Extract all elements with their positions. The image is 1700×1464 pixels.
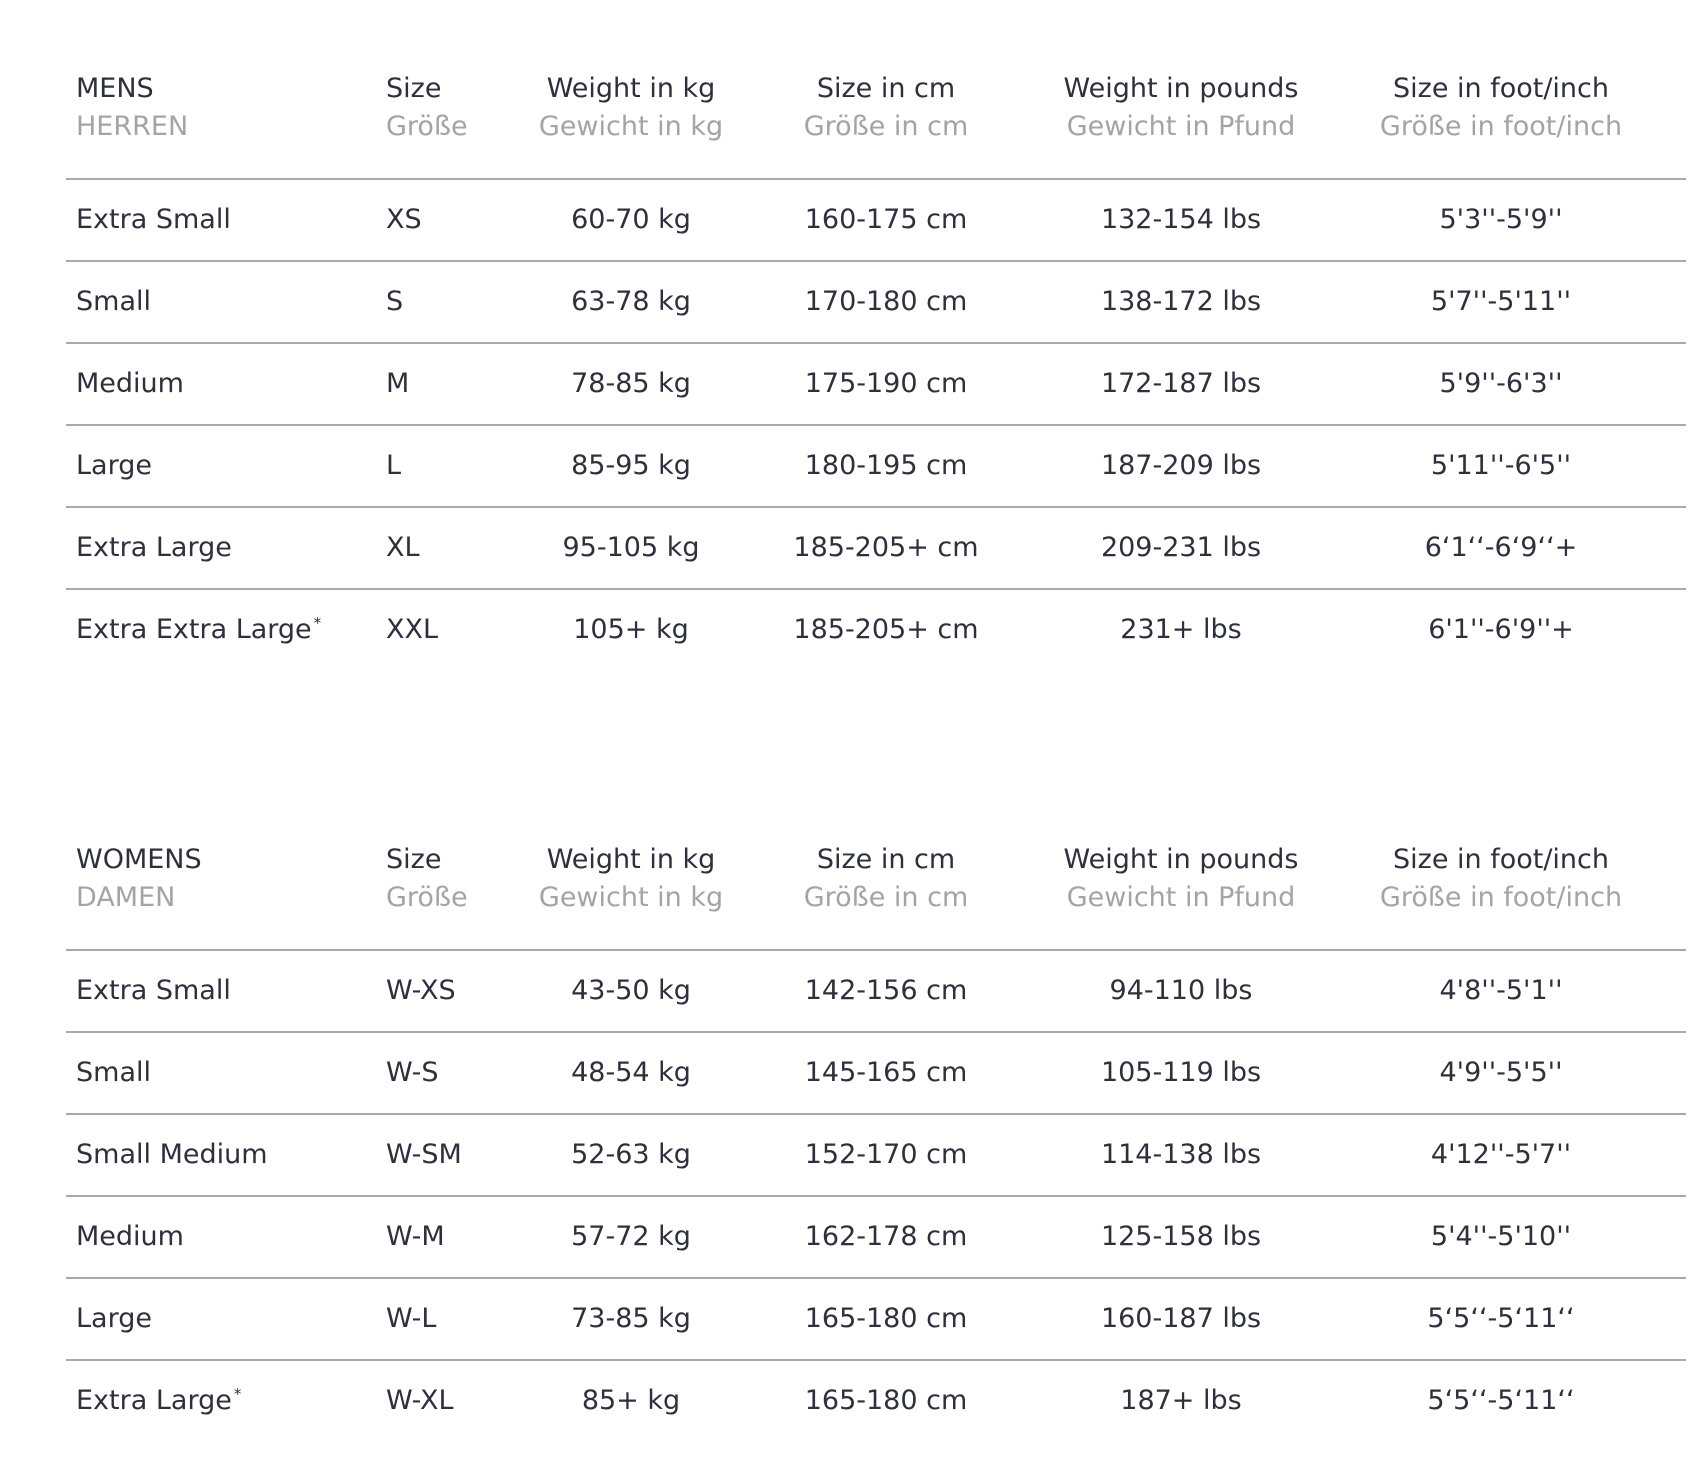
size-ft-cell: 4'8''-5'1'' xyxy=(1439,975,1563,1006)
size-code-cell: W-SM xyxy=(386,1139,462,1170)
weight-lbs-cell: 94-110 lbs xyxy=(1109,975,1253,1006)
weight-lbs-header-de: Gewicht in Pfund xyxy=(1066,882,1296,913)
weight-kg-cell: 95-105 kg xyxy=(562,532,700,563)
weight-lbs-cell: 187+ lbs xyxy=(1120,1385,1242,1416)
size-name-cell: Medium xyxy=(76,1221,184,1252)
weight-lbs-header-en: Weight in pounds xyxy=(1063,844,1299,875)
size-cm-cell: 145-165 cm xyxy=(804,1057,968,1088)
category-header-de: HERREN xyxy=(76,111,189,142)
weight-lbs-header-en: Weight in pounds xyxy=(1063,73,1299,104)
size-column-header xyxy=(376,841,536,917)
size-ft-column-header xyxy=(1316,841,1686,917)
size-cm-header-en: Size in cm xyxy=(816,844,956,875)
size-cm-cell: 175-190 cm xyxy=(804,368,968,399)
size-code-cell: XS xyxy=(386,204,422,235)
footnote-marker: * xyxy=(233,1385,242,1403)
mens-category-header xyxy=(66,70,376,146)
size-name-cell: Large xyxy=(76,1303,152,1334)
size-code-cell: XXL xyxy=(386,614,439,645)
size-name-cell: Small xyxy=(76,1057,151,1088)
weight-lbs-header-de: Gewicht in Pfund xyxy=(1066,111,1296,142)
weight-lbs-cell: 187-209 lbs xyxy=(1100,450,1262,481)
weight-kg-cell: 85-95 kg xyxy=(571,450,691,481)
womens-size-table xyxy=(66,841,1686,1441)
weight-kg-header-en: Weight in kg xyxy=(546,73,716,104)
size-ft-header-de: Größe in foot/inch xyxy=(1379,111,1623,142)
size-code-cell: L xyxy=(386,450,402,481)
size-code-cell: W-M xyxy=(386,1221,445,1252)
weight-kg-cell: 57-72 kg xyxy=(571,1221,691,1252)
mens-header-row xyxy=(66,70,1686,180)
size-cm-cell: 185-205+ cm xyxy=(793,614,979,645)
weight-kg-cell: 63-78 kg xyxy=(571,286,691,317)
weight-kg-header-de: Gewicht in kg xyxy=(538,882,724,913)
size-code-cell: S xyxy=(386,286,404,317)
size-name-cell: Extra Extra Large * xyxy=(76,614,322,645)
table-row xyxy=(66,1033,1686,1115)
weight-lbs-column-header xyxy=(1046,70,1316,146)
footnote-marker: * xyxy=(313,614,322,632)
size-ft-cell: 5'9''-6'3'' xyxy=(1439,368,1563,399)
weight-kg-cell: 73-85 kg xyxy=(571,1303,691,1334)
size-code-cell: W-XS xyxy=(386,975,456,1006)
weight-kg-cell: 85+ kg xyxy=(581,1385,681,1416)
size-ft-cell: 5‘5‘‘-5‘11‘‘ xyxy=(1427,1385,1575,1416)
weight-lbs-cell: 132-154 lbs xyxy=(1100,204,1262,235)
size-cm-cell: 170-180 cm xyxy=(804,286,968,317)
weight-lbs-cell: 160-187 lbs xyxy=(1100,1303,1262,1334)
table-row xyxy=(66,1115,1686,1197)
size-cm-header-de: Größe in cm xyxy=(803,111,969,142)
weight-kg-cell: 52-63 kg xyxy=(571,1139,691,1170)
size-cm-column-header xyxy=(726,841,1046,917)
size-code-cell: W-XL xyxy=(386,1385,454,1416)
size-cm-cell: 152-170 cm xyxy=(804,1139,968,1170)
size-ft-cell: 5'4''-5'10'' xyxy=(1430,1221,1572,1252)
size-name-cell: Small Medium xyxy=(76,1139,268,1170)
size-ft-cell: 5'11''-6'5'' xyxy=(1430,450,1572,481)
size-ft-cell: 4'12''-5'7'' xyxy=(1430,1139,1572,1170)
weight-kg-cell: 43-50 kg xyxy=(571,975,691,1006)
weight-lbs-cell: 172-187 lbs xyxy=(1100,368,1262,399)
weight-lbs-cell: 209-231 lbs xyxy=(1100,532,1262,563)
size-header-de: Größe xyxy=(386,882,468,913)
size-cm-cell: 165-180 cm xyxy=(804,1303,968,1334)
weight-kg-cell: 105+ kg xyxy=(573,614,689,645)
table-row xyxy=(66,344,1686,426)
size-code-cell: W-S xyxy=(386,1057,439,1088)
table-row xyxy=(66,1197,1686,1279)
weight-lbs-cell: 125-158 lbs xyxy=(1100,1221,1262,1252)
weight-lbs-cell: 105-119 lbs xyxy=(1100,1057,1262,1088)
size-ft-column-header xyxy=(1316,70,1686,146)
size-ft-cell: 4'9''-5'5'' xyxy=(1439,1057,1563,1088)
size-cm-cell: 165-180 cm xyxy=(804,1385,968,1416)
size-code-cell: W-L xyxy=(386,1303,437,1334)
size-ft-header-de: Größe in foot/inch xyxy=(1379,882,1623,913)
size-cm-header-de: Größe in cm xyxy=(803,882,969,913)
weight-kg-cell: 48-54 kg xyxy=(571,1057,691,1088)
size-cm-header-en: Size in cm xyxy=(816,73,956,104)
size-cm-cell: 185-205+ cm xyxy=(793,532,979,563)
table-row xyxy=(66,508,1686,590)
size-ft-cell: 5‘5‘‘-5‘11‘‘ xyxy=(1427,1303,1575,1334)
table-row xyxy=(66,426,1686,508)
size-name-cell: Large xyxy=(76,450,152,481)
table-row xyxy=(66,180,1686,262)
weight-lbs-cell: 138-172 lbs xyxy=(1100,286,1262,317)
size-ft-cell: 5'3''-5'9'' xyxy=(1439,204,1563,235)
size-code-cell: M xyxy=(386,368,410,399)
weight-kg-cell: 78-85 kg xyxy=(571,368,691,399)
weight-lbs-cell: 231+ lbs xyxy=(1120,614,1242,645)
size-name-cell: Extra Large xyxy=(76,532,232,563)
weight-lbs-column-header xyxy=(1046,841,1316,917)
size-cm-column-header xyxy=(726,70,1046,146)
size-code-cell: XL xyxy=(386,532,420,563)
category-header-en: MENS xyxy=(76,73,154,104)
table-row xyxy=(66,590,1686,670)
size-ft-header-en: Size in foot/inch xyxy=(1393,844,1609,875)
size-ft-cell: 6‘1‘‘-6‘9‘‘+ xyxy=(1424,532,1578,563)
category-header-en: WOMENS xyxy=(76,844,202,875)
womens-category-header xyxy=(66,841,376,917)
weight-kg-header-en: Weight in kg xyxy=(546,844,716,875)
size-name-cell: Extra Small xyxy=(76,204,231,235)
size-header-en: Size xyxy=(386,73,442,104)
size-ft-cell: 6'1''-6'9''+ xyxy=(1428,614,1574,645)
weight-lbs-cell: 114-138 lbs xyxy=(1100,1139,1262,1170)
table-row xyxy=(66,951,1686,1033)
category-header-de: DAMEN xyxy=(76,882,176,913)
table-row xyxy=(66,1279,1686,1361)
size-column-header xyxy=(376,70,536,146)
size-header-en: Size xyxy=(386,844,442,875)
size-name-cell: Medium xyxy=(76,368,184,399)
size-cm-cell: 160-175 cm xyxy=(804,204,968,235)
table-row xyxy=(66,1361,1686,1441)
mens-size-table xyxy=(66,70,1686,670)
size-header-de: Größe xyxy=(386,111,468,142)
weight-kg-header-de: Gewicht in kg xyxy=(538,111,724,142)
table-row xyxy=(66,262,1686,344)
weight-kg-column-header xyxy=(536,841,726,917)
size-cm-cell: 162-178 cm xyxy=(804,1221,968,1252)
weight-kg-column-header xyxy=(536,70,726,146)
weight-kg-cell: 60-70 kg xyxy=(571,204,691,235)
size-name-cell: Small xyxy=(76,286,151,317)
size-ft-header-en: Size in foot/inch xyxy=(1393,73,1609,104)
size-cm-cell: 180-195 cm xyxy=(804,450,968,481)
size-ft-cell: 5'7''-5'11'' xyxy=(1430,286,1572,317)
womens-header-row xyxy=(66,841,1686,951)
size-name-cell: Extra Large * xyxy=(76,1385,242,1416)
size-cm-cell: 142-156 cm xyxy=(804,975,968,1006)
size-name-cell: Extra Small xyxy=(76,975,231,1006)
